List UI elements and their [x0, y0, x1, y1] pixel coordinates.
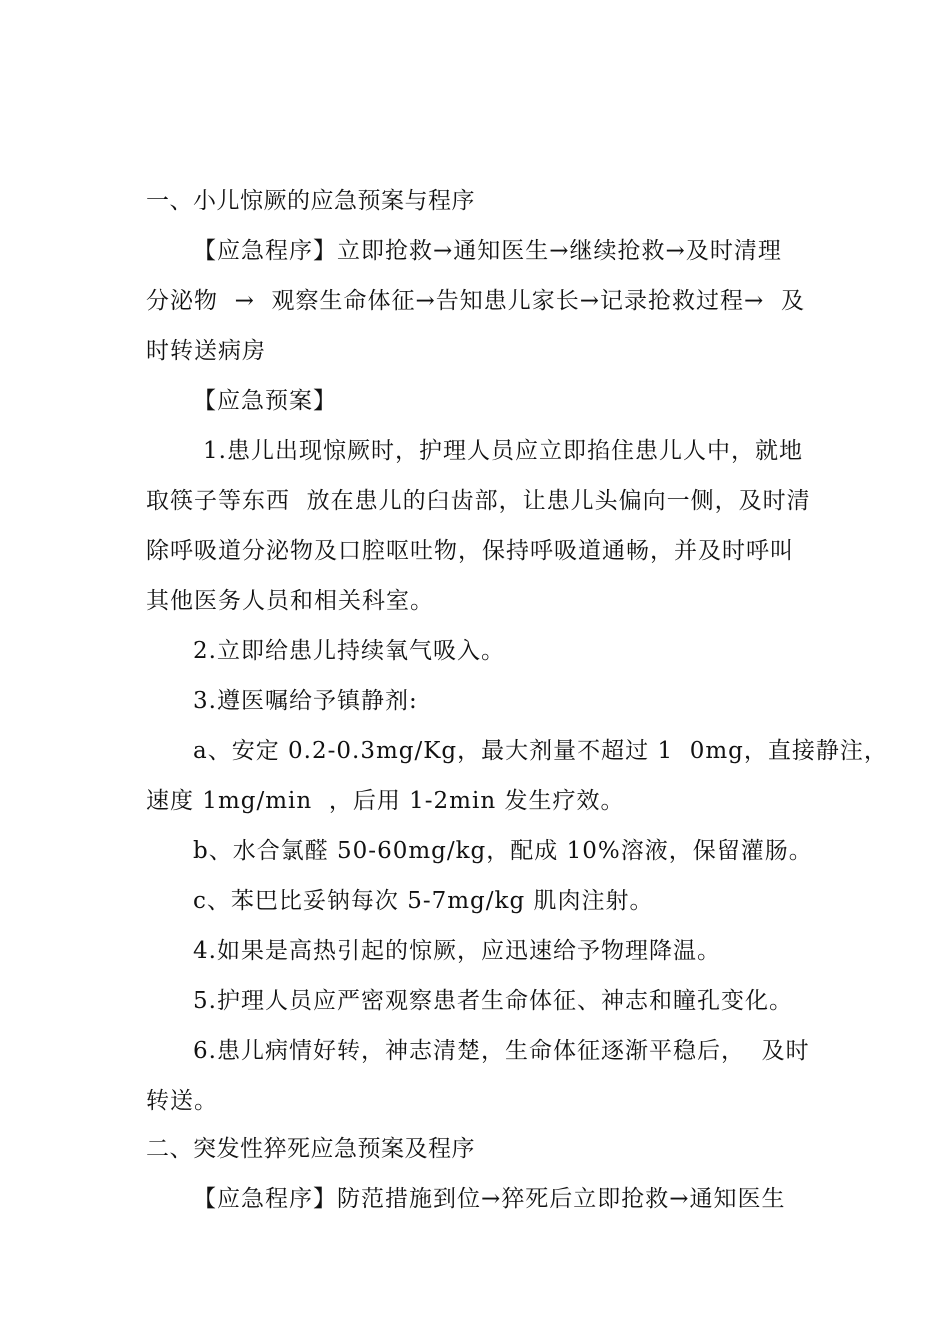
plan-item-line: 1.患儿出现惊厥时，护理人员应立即掐住患儿人中，就地 — [203, 438, 803, 464]
plan-item-line: 其他医务人员和相关科室。 — [146, 588, 434, 614]
plan-item-line: 取筷子等东西 放在患儿的臼齿部，让患儿头偏向一侧，及时清 — [146, 488, 811, 514]
section-heading-2: 二、突发性猝死应急预案及程序 — [146, 1136, 475, 1162]
plan-item-line: 转送。 — [146, 1088, 218, 1114]
plan-item-line: 除呼吸道分泌物及口腔呕吐物，保持呼吸道通畅，并及时呼叫 — [146, 538, 794, 564]
plan-item-line: 6.患儿病情好转，神志清楚，生命体征逐渐平稳后， 及时 — [193, 1038, 810, 1064]
plan-subitem-line: 速度 1mg/min ，后用 1-2min 发生疗效。 — [146, 788, 625, 814]
section-heading-1: 一、小儿惊厥的应急预案与程序 — [146, 188, 475, 214]
emergency-procedure-line: 时转送病房 — [146, 338, 266, 364]
plan-subitem-line: b、水合氯醛 50-60mg/kg，配成 10%溶液，保留灌肠。 — [193, 838, 813, 864]
plan-subitem-line: c、苯巴比妥钠每次 5-7mg/kg 肌肉注射。 — [193, 888, 654, 914]
plan-subitem-line: a、安定 0.2-0.3mg/Kg，最大剂量不超过 1 0mg，直接静注， — [193, 738, 888, 764]
emergency-procedure-line: 【应急程序】立即抢救→通知医生→继续抢救→及时清理 — [193, 238, 782, 264]
emergency-procedure-line: 【应急程序】防范措施到位→猝死后立即抢救→通知医生 — [193, 1186, 786, 1212]
emergency-plan-label: 【应急预案】 — [193, 388, 337, 414]
plan-item-line: 2.立即给患儿持续氧气吸入。 — [193, 638, 505, 664]
emergency-procedure-line: 分泌物 → 观察生命体征→告知患儿家长→记录抢救过程→ 及 — [146, 288, 805, 314]
plan-item-line: 3.遵医嘱给予镇静剂: — [193, 688, 418, 714]
plan-item-line: 5.护理人员应严密观察患者生命体征、神志和瞳孔变化。 — [193, 988, 793, 1014]
plan-item-line: 4.如果是高热引起的惊厥，应迅速给予物理降温。 — [193, 938, 721, 964]
